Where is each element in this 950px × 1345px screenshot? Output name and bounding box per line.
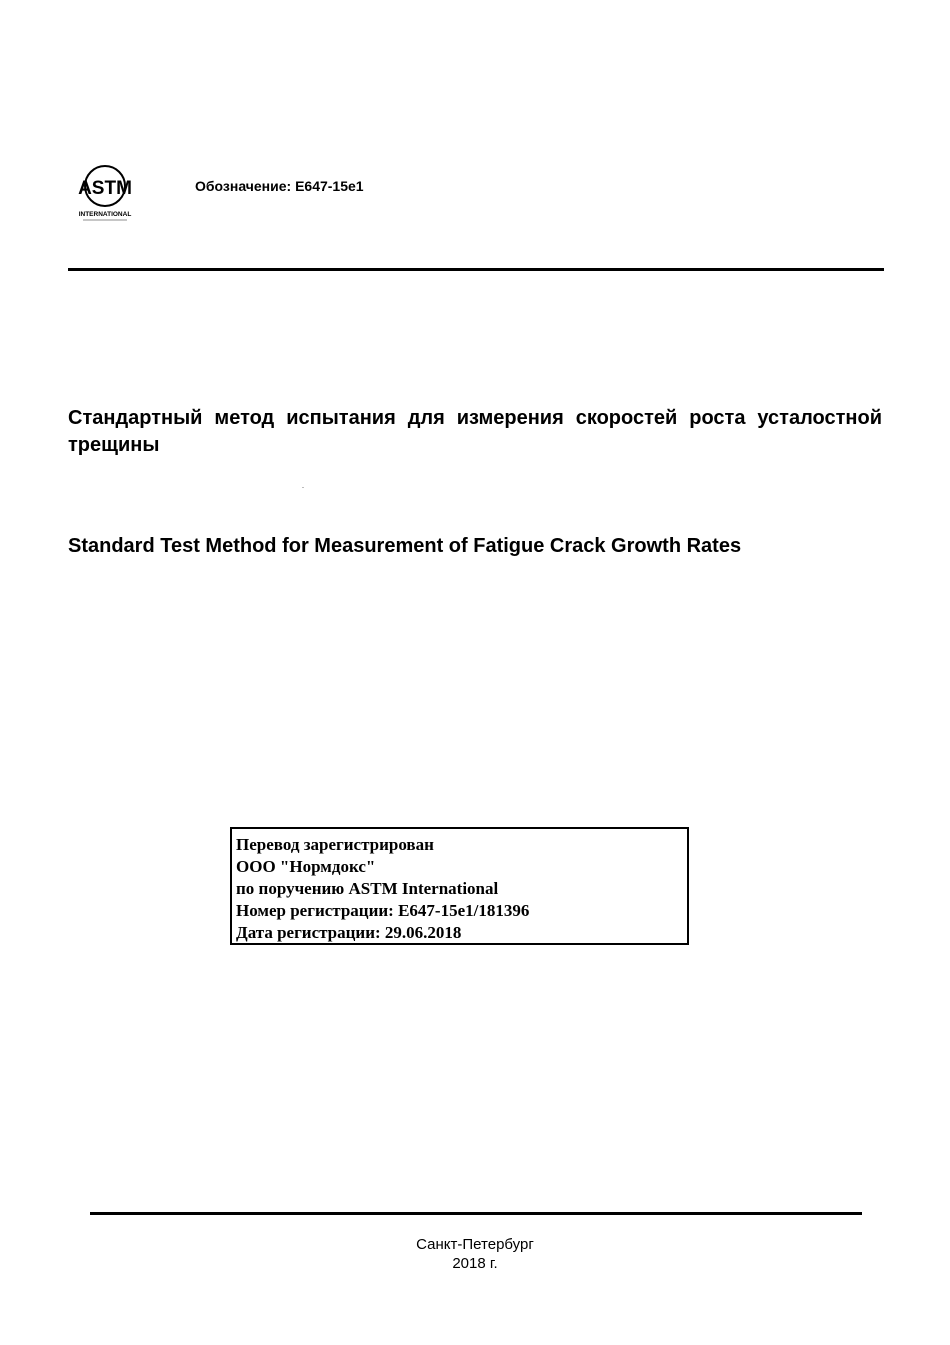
bottom-divider — [90, 1212, 862, 1215]
svg-text:INTERNATIONAL: INTERNATIONAL — [78, 211, 132, 218]
registration-number: Номер регистрации: E647-15e1/181396 — [236, 901, 530, 920]
registration-line-3: по поручению ASTM International — [236, 879, 499, 898]
registration-box — [230, 827, 689, 945]
astm-logo — [78, 164, 132, 222]
scan-speck — [302, 487, 304, 488]
title-english: Standard Test Method for Measurement of Fatigue Crack Growth Rates — [68, 535, 742, 557]
footer-city: Санкт-Петербург — [416, 1236, 534, 1253]
footer-year: 2018 г. — [452, 1255, 498, 1272]
svg-text:ASTM: ASTM — [78, 178, 132, 199]
top-divider — [68, 268, 884, 271]
registration-date: Дата регистрации: 29.06.2018 — [236, 923, 462, 942]
registration-line-2: ООО "Нормдокс" — [236, 857, 376, 876]
designation: Обозначение: E647-15e1 — [195, 178, 364, 194]
title-russian: Стандартный метод испытания для измерения скоростей роста усталостной трещины — [68, 407, 882, 456]
registration-line-1: Перевод зарегистрирован — [236, 835, 434, 854]
